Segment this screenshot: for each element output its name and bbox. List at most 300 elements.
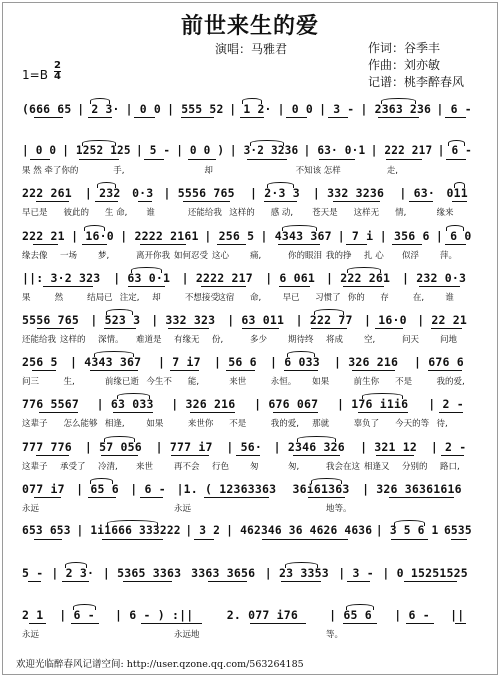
note-group: | 222 77 [295, 313, 353, 327]
note-group: | 4343 367 [260, 228, 332, 243]
slur-mark [394, 520, 425, 526]
notation-line [0, 311, 500, 331]
lyric-line [0, 291, 500, 305]
note-group: 6535 [443, 524, 472, 537]
notation-line [0, 269, 500, 289]
beam-line [346, 244, 367, 245]
beam-line [247, 159, 287, 160]
beam-line [39, 412, 79, 413]
beam-line [43, 286, 93, 287]
lyric-line [0, 164, 500, 178]
note-group: 2. 077 i76 [226, 608, 298, 623]
note-group: | 2346 326 [273, 439, 345, 454]
beam-line [242, 328, 278, 329]
score-row [0, 522, 500, 562]
notation-line [0, 395, 500, 415]
lyric-fragment: 然 [54, 292, 64, 303]
lyric-fragment: 不是 [229, 419, 247, 430]
beam-line [378, 117, 419, 118]
beam-line [134, 117, 155, 118]
note-group: | 6 061 [265, 270, 316, 285]
slur-mark [314, 309, 344, 315]
notation-line [0, 353, 500, 373]
lyric-fragment: 命, [250, 292, 262, 303]
lyric-fragment: 匆 [250, 461, 259, 472]
slur-mark [73, 604, 96, 610]
beam-line [104, 328, 136, 329]
slur-mark [65, 562, 87, 568]
beam-line [431, 328, 463, 329]
note-group: | 56· [226, 439, 263, 454]
lyric-fragment: 果 [22, 292, 31, 303]
lyric-fragment: 梦, [98, 250, 110, 261]
time-signature-top: 2 [54, 60, 61, 71]
lyric-fragment: 我的挣 [326, 250, 352, 261]
score-row [0, 100, 500, 140]
note-group: 222 21 [22, 228, 65, 243]
note-group: | 777 i7 [155, 439, 213, 454]
note-group: | 0 15251525 [382, 566, 468, 581]
song-title: 前世来生的爱 [180, 13, 319, 39]
note-group: 3363 3656 [191, 566, 256, 581]
slur-mark [84, 225, 105, 231]
beam-line [279, 286, 311, 287]
note-group: |1. ( 12363363 [176, 481, 277, 496]
beam-line [446, 159, 466, 160]
note-group: | 326 216 [334, 355, 399, 370]
lyric-line [0, 460, 500, 474]
note-group: | 676 6 [414, 355, 464, 370]
lyric-line [0, 333, 500, 347]
beam-line [141, 623, 202, 624]
note-group: | 0 0 [277, 102, 313, 116]
composer-credit: 作曲：刘亦敏 [368, 58, 441, 72]
lyric-fragment: 待, [436, 419, 448, 430]
note-group: | 6 - [394, 608, 430, 623]
slur-mark [347, 267, 381, 273]
note-group: | 321 12 [360, 439, 418, 454]
beam-line [284, 370, 318, 371]
beam-line [190, 412, 235, 413]
note-group: 256 5 [22, 355, 58, 370]
lyric-fragment: 早已 [282, 292, 300, 303]
lyric-fragment: 多少 [250, 335, 268, 345]
beam-line [88, 497, 116, 498]
lyric-fragment: 再不会 [174, 461, 200, 472]
lyric-fragment: 前缘已逝 [104, 377, 139, 388]
lyric-fragment: 分别的 [402, 461, 428, 472]
beam-line [34, 497, 62, 498]
beam-line [452, 201, 466, 202]
lyric-fragment: 今生不 [146, 377, 172, 388]
note-group: 653 653 [22, 524, 71, 537]
beam-line [278, 244, 320, 245]
lyric-fragment: 问地 [440, 335, 458, 345]
lyric-fragment: 我会在这 [326, 461, 361, 472]
beam-line [392, 244, 421, 245]
lyric-fragment: 这样的 [229, 208, 255, 219]
lyric-fragment: 永远 [174, 503, 192, 514]
lyric-fragment: 离开你我 [136, 250, 171, 261]
note-group: | 2222 2161 [120, 228, 199, 243]
slur-mark [94, 351, 134, 357]
note-group: 5 - [22, 566, 44, 581]
lyric-fragment: 前生你 [353, 377, 380, 388]
beam-line [406, 623, 434, 624]
score-row [0, 311, 500, 351]
note-group: | 63 0·1 [113, 270, 171, 285]
slur-mark [454, 182, 466, 188]
lyric-fragment: 不想接受 [184, 292, 219, 303]
note-group: 5556 765 [22, 313, 79, 327]
beam-line [171, 455, 209, 456]
lyric-fragment: 份, [212, 335, 224, 345]
credits-block [368, 40, 464, 91]
key-signature: 1=B [22, 68, 48, 82]
beam-line [138, 201, 152, 202]
note-group: 36i61363 [292, 481, 350, 496]
lyric-fragment: 永远 [22, 630, 40, 641]
beam-line [404, 581, 457, 582]
slur-mark [242, 98, 263, 104]
beam-line [240, 117, 265, 118]
lyric-fragment: 这辈子 [22, 461, 48, 472]
beam-line [29, 623, 46, 624]
lyric-fragment: 彼此的 [63, 208, 89, 219]
lyric-line [0, 628, 500, 642]
note-group: | 222 217 [370, 144, 433, 158]
lyric-fragment: 缘来 [436, 208, 454, 219]
beam-line [28, 581, 41, 582]
lyric-fragment: 来世你 [187, 419, 214, 430]
beam-line [36, 201, 69, 202]
beam-line [32, 370, 56, 371]
note-group: | 65 6 [329, 608, 372, 623]
beam-line [419, 286, 460, 287]
lyric-fragment: 早已是 [22, 208, 48, 219]
note-group: | 6 - [59, 608, 95, 623]
beam-line [293, 455, 340, 456]
beam-line [33, 244, 58, 245]
lyric-fragment: 这辈子 [22, 419, 48, 430]
beam-line [343, 623, 377, 624]
note-group: | 5 - [136, 144, 171, 158]
note-group: | 7 i [337, 228, 374, 243]
slur-mark [250, 140, 284, 146]
note-group: | 63· [399, 186, 435, 201]
lyric-fragment: 结局已 [87, 292, 113, 303]
note-group: | 356 6 [379, 228, 430, 243]
beam-line [71, 623, 99, 624]
lyric-fragment: 问天 [402, 335, 420, 345]
footer-note: 欢迎光临醉春风记谱空间: http://user.qzone.qq.com/563264185 [16, 659, 304, 670]
beam-line [208, 581, 248, 582]
note-group: | 2222 217 [181, 270, 253, 285]
notation-line [0, 142, 500, 162]
lyric-fragment: 匆, [288, 461, 300, 472]
note-group: (666 65 [22, 102, 72, 116]
beam-line [236, 455, 260, 456]
beam-line [352, 370, 395, 371]
lyric-line [0, 249, 500, 263]
score-row [0, 395, 500, 435]
note-group: 077 i7 [22, 481, 65, 496]
note-group: | 3 5 6 1 [375, 524, 439, 537]
slur-mark [90, 98, 111, 104]
score-row [0, 564, 500, 604]
lyric-fragment: 将成 [326, 335, 344, 345]
slur-mark [104, 436, 135, 442]
beam-line [308, 497, 345, 498]
note-group: 011 [446, 186, 468, 201]
lyric-fragment: 如何忍受 [174, 250, 209, 261]
score-row [0, 227, 500, 267]
lyric-fragment: 相逢又 [364, 461, 390, 472]
note-group: | 4343 367 [70, 355, 142, 370]
beam-line [101, 455, 139, 456]
note-group: | 2 - [430, 439, 467, 454]
notation-line [0, 606, 500, 626]
note-group: | 3 2 [185, 524, 221, 537]
beam-line [376, 455, 414, 456]
lyric-line [0, 417, 500, 431]
note-group: | 5365 3363 [102, 566, 182, 581]
slur-mark [446, 225, 464, 231]
beam-line [34, 117, 63, 118]
note-group: | 6 - [436, 102, 472, 116]
lyric-fragment: 我的爱, [436, 377, 465, 388]
beam-line [451, 539, 467, 540]
beam-line [264, 201, 297, 202]
note-group: | 523 3 [90, 313, 141, 327]
beam-line [140, 244, 186, 245]
note-group: 2 1 [22, 608, 44, 623]
lyric-fragment: 来世 [136, 461, 154, 472]
beam-line [311, 328, 347, 329]
beam-line [201, 286, 247, 287]
beam-line [347, 581, 369, 582]
note-group: | 23 3353 [264, 566, 329, 581]
score-row [0, 438, 500, 478]
lyric-fragment: 这样无 [353, 208, 380, 219]
lyric-fragment: 你的眼泪 [288, 250, 323, 261]
lyric-fragment: 冷清, [98, 461, 118, 472]
beam-line [262, 539, 348, 540]
note-group: || [450, 608, 465, 623]
slur-mark [311, 478, 342, 484]
beam-line [194, 539, 214, 540]
notation-line [0, 522, 500, 542]
beam-line [439, 412, 464, 413]
lyric-fragment: 情, [395, 208, 407, 219]
notation-line [0, 100, 500, 120]
note-group: | 3 - [338, 566, 374, 581]
lyric-fragment: 走, [386, 166, 398, 177]
beam-line [333, 201, 380, 202]
lyric-fragment: 存 [380, 292, 389, 303]
lyric-fragment: 在, [412, 292, 425, 303]
note-group: | 3 - [319, 102, 355, 116]
note-group: | 326 36361616 [362, 481, 462, 496]
notation-line [0, 438, 500, 458]
beam-line [375, 328, 402, 329]
lyric-fragment: 习惯了 [315, 292, 341, 303]
note-group: | 6 033 [270, 355, 320, 370]
beam-line [343, 286, 384, 287]
note-group: | 63 033 [96, 397, 154, 412]
lyric-line [0, 375, 500, 389]
note-group: | 3·2 3236 [229, 144, 299, 158]
lyric-fragment: 生 命, [104, 208, 128, 219]
beam-line [95, 201, 119, 202]
time-signature-bottom: 4 [54, 71, 61, 82]
lyric-fragment: 问三 [22, 377, 40, 388]
beam-line [144, 159, 164, 160]
beam-line [217, 244, 246, 245]
beam-line [37, 328, 73, 329]
lyric-fragment: 扎 心 [364, 250, 384, 261]
singer-credit: 演唱：马雅君 [215, 42, 288, 56]
lyric-fragment: 永恒。 [270, 377, 297, 388]
beam-line [36, 455, 69, 456]
transcriber-credit: 记谱：桃李醉春风 [368, 75, 465, 89]
lyric-fragment: 怎么能够 [63, 419, 98, 430]
beam-line [409, 201, 433, 202]
slur-mark [282, 225, 317, 231]
lyric-fragment: 辜负了 [353, 419, 380, 430]
note-group: | 332 323 [151, 313, 216, 327]
slur-mark [448, 140, 465, 146]
note-group: | 56 6 [214, 355, 257, 370]
lyric-fragment: 你的 [347, 292, 365, 303]
lyric-fragment: 缘去像 [22, 250, 48, 261]
note-group: | 326 216 [171, 397, 236, 412]
note-group: | 57 056 [84, 439, 142, 454]
lyric-fragment: 路口, [440, 461, 460, 472]
lyric-fragment: 不知该 怎样 [295, 166, 341, 177]
lyric-fragment: 行色 [212, 461, 230, 472]
lyric-fragment: 手, [113, 166, 125, 177]
beam-line [170, 370, 199, 371]
beam-line [391, 539, 428, 540]
lyric-fragment: 谁 [146, 208, 155, 219]
slur-mark [106, 309, 133, 315]
note-group: | 0 0 [125, 102, 161, 116]
score-row [0, 480, 500, 520]
score-row [0, 606, 500, 646]
note-group: | 1252 125 [62, 144, 131, 158]
lyric-fragment: 一场 [60, 250, 78, 261]
lyric-fragment: 这心 [212, 250, 230, 261]
lyric-fragment: 我的爱, [270, 419, 299, 430]
note-group: | 2363 236 [360, 102, 432, 116]
note-group: | 1i1666 333222 [76, 524, 181, 537]
note-group: | 222 261 [326, 270, 391, 285]
beam-line [455, 623, 466, 624]
lyric-fragment: 生, [63, 377, 75, 388]
beam-line [102, 539, 163, 540]
beam-line [181, 117, 214, 118]
lyric-fragment: 有缘无 [174, 335, 200, 345]
note-group: | 2·3 3 [250, 186, 300, 201]
lyric-fragment: 却 [152, 292, 161, 303]
beam-line [319, 159, 355, 160]
lyric-fragment: 不是 [395, 377, 413, 388]
slur-mark [90, 478, 113, 484]
slur-mark [346, 604, 374, 610]
beam-line [90, 370, 138, 371]
lyric-line [0, 502, 500, 516]
beam-line [88, 117, 113, 118]
lyric-fragment: 相逢, [104, 419, 125, 430]
score-row [0, 353, 500, 393]
slur-mark [297, 436, 336, 442]
beam-line [389, 497, 454, 498]
beam-line [123, 581, 172, 582]
note-group: | 256 5 [204, 228, 255, 243]
beam-line [168, 328, 209, 329]
notation-line [0, 227, 500, 247]
note-group: 222 261 [22, 186, 72, 201]
lyric-fragment: 等。 [326, 630, 344, 641]
note-group: | 232 0·3 [402, 270, 467, 285]
beam-line [441, 455, 465, 456]
note-group: | 6 - ) :|| [115, 608, 194, 623]
lyric-fragment: 苍天是 [312, 208, 338, 219]
slur-mark [267, 182, 295, 188]
lyric-fragment: 深情。 [98, 335, 124, 345]
beam-line [281, 581, 321, 582]
slur-mark [131, 267, 161, 273]
note-group: | 462346 36 4626 4636 [226, 524, 373, 537]
note-group: | 676 067 [254, 397, 319, 412]
note-group: 777 776 [22, 439, 72, 454]
slur-mark [107, 520, 158, 526]
beam-line [62, 581, 88, 582]
score-row [0, 269, 500, 309]
lyric-fragment: 还能给我 [22, 335, 57, 345]
note-group: | 6 - [130, 481, 166, 496]
beam-line [204, 497, 269, 498]
note-group: 0·3 [132, 186, 154, 201]
lyric-fragment: 今天的等 [395, 419, 430, 430]
beam-line [30, 159, 50, 160]
note-group: | 0 0 [22, 144, 57, 158]
note-group: | 5556 765 [163, 186, 235, 201]
beam-line [128, 286, 164, 287]
lyric-fragment: 承受了 [60, 461, 86, 472]
lyric-fragment: 痛, [250, 250, 262, 261]
note-group: | 7 i7 [158, 355, 201, 370]
note-group: | 332 3236 [312, 186, 385, 201]
beam-line [386, 159, 422, 160]
lyric-fragment: 空, [364, 335, 376, 345]
score-row [0, 184, 500, 224]
note-group: | 63 011 [227, 313, 285, 327]
slur-mark [287, 351, 315, 357]
lyric-fragment: 期待终 [288, 335, 314, 345]
note-group: | 6 - [437, 144, 473, 158]
note-group: | 65 6 [76, 481, 119, 496]
slur-mark [82, 140, 116, 146]
slur-mark [381, 98, 416, 104]
note-group: | 6 0 [435, 228, 472, 243]
note-group: | 22 21 [417, 313, 468, 327]
lyric-fragment: 能, [187, 377, 200, 388]
lyric-fragment: 谁 [445, 292, 454, 303]
note-group: | 232 [84, 186, 121, 201]
note-group: | 0 0 ) [176, 144, 225, 158]
